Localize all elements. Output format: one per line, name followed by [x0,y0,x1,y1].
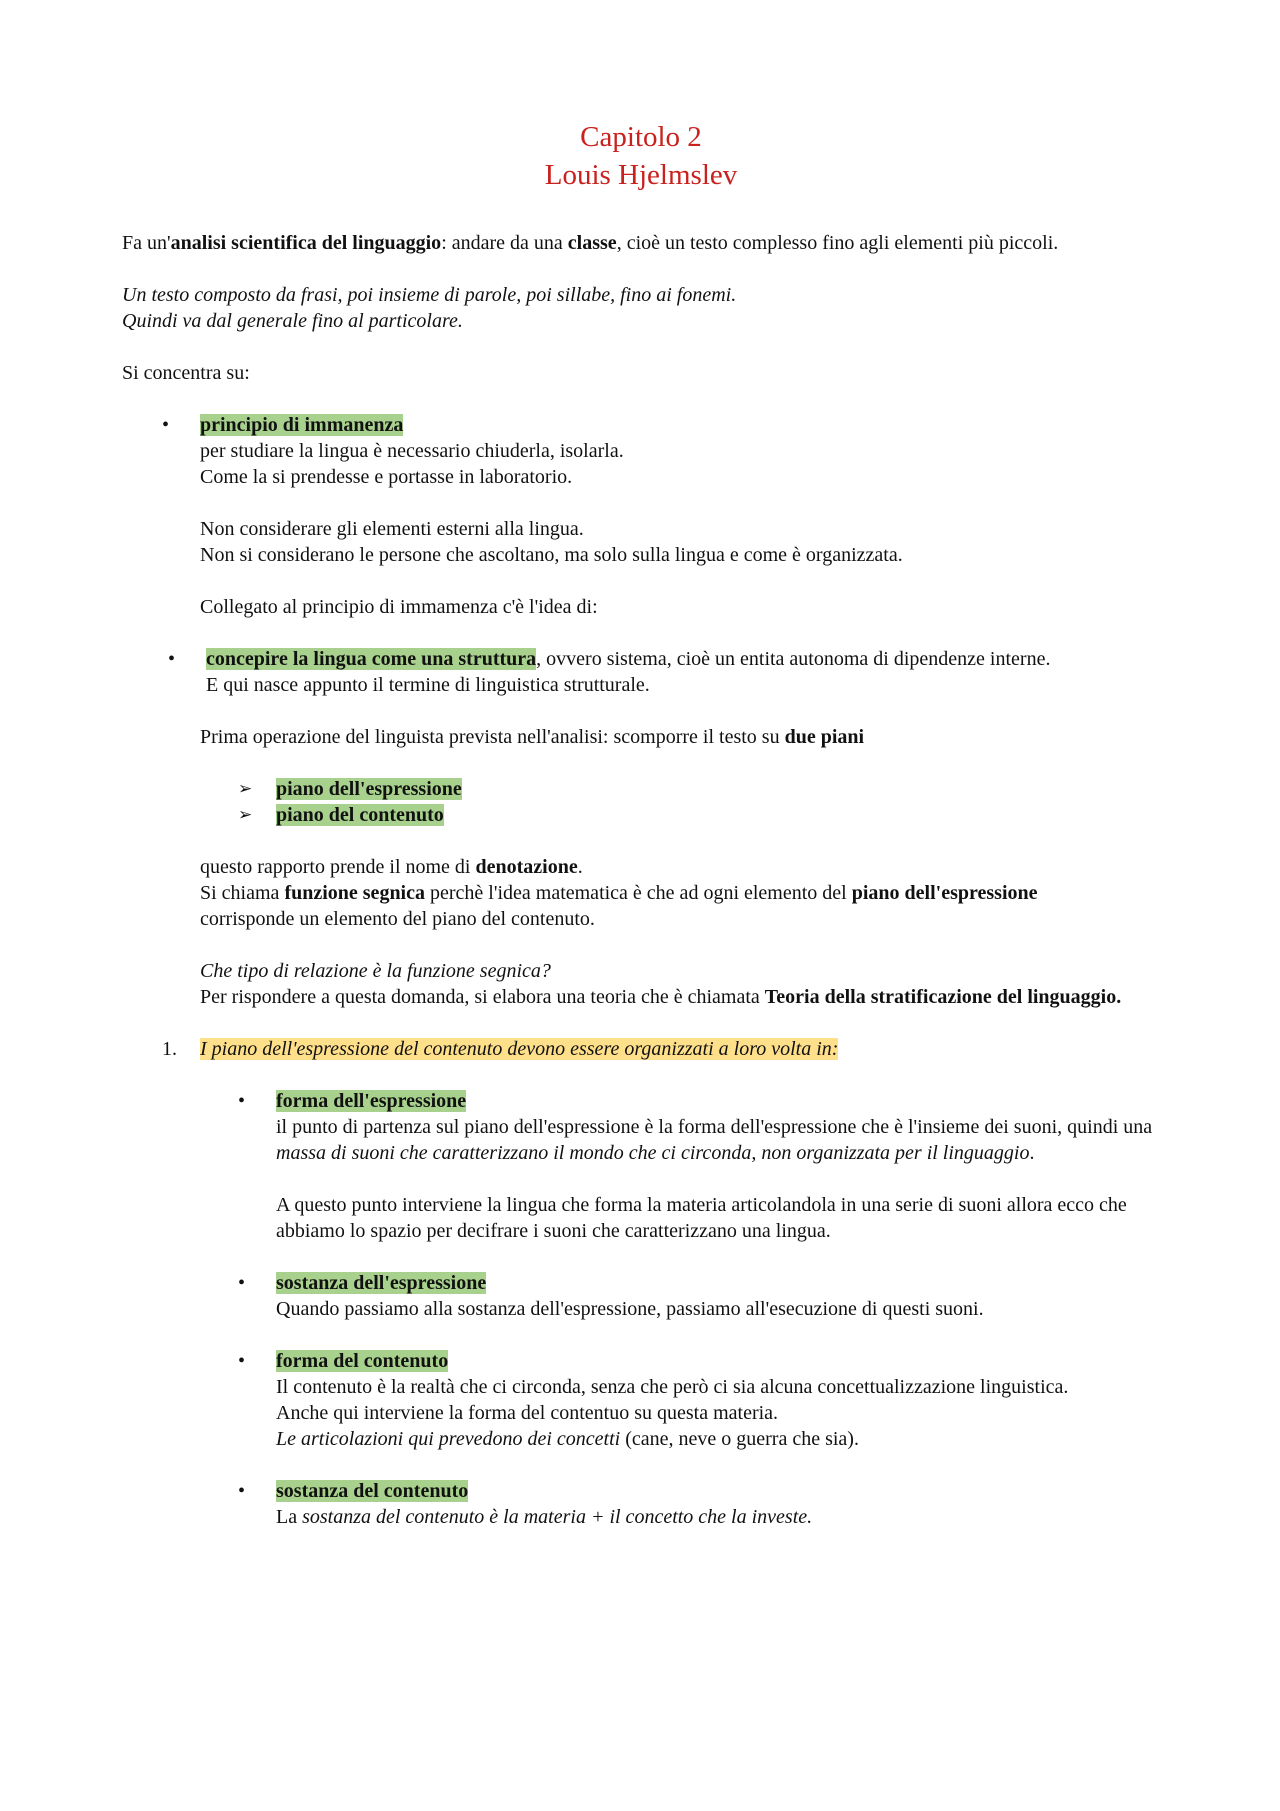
question-paragraph: Che tipo di relazione è la funzione segnica? Per rispondere a questa domanda, si elabora una teoria che è chiamata Teoria della stratificazione del linguaggio. [200,960,1122,1008]
linked-sentence: Collegato al principio di immamenza c'è l'idea di: [200,596,598,618]
list-item-struttura: • concepire la lingua come una struttura, ovvero sistema, cioè un entita autonoma di dipendenze interne. E qui nasce appunto il termine di linguistica strutturale. [168,648,1051,696]
highlight-heading: principio di immanenza [200,414,404,436]
list-item-piano-contenuto: ➢ piano del contenuto [238,804,444,826]
list-item-forma-espressione: • forma dell'espressione il punto di partenza sul piano dell'espressione è la forma dell'espressione che è l'insieme dei suoni, quindi una massa di suoni che caratterizzano il mondo che ci circonda, non organizzata per il linguaggio. A questo punto interviene la lingua che forma la materia articolandola in una serie di suoni allora ecco che abbiamo lo spazio per decifrare i suoni che caratterizzano una lingua. [238,1090,1153,1242]
bullet-marker: • [238,1090,246,1112]
bullet-marker: • [238,1272,246,1294]
chapter-number: Capitolo 2 [580,121,702,153]
italic-example: Un testo composto da frasi, poi insieme di parole, poi sillabe, fino ai fonemi. Quindi va dal generale fino al particolare. [122,284,737,332]
chapter-title [122,118,1160,194]
arrow-bullet-icon: ➢ [238,779,253,798]
bullet-marker: • [238,1480,246,1502]
number-marker: 1. [162,1038,177,1060]
intro-paragraph: Fa un'analisi scientifica del linguaggio: andare da una classe, cioè un testo complesso fino agli elementi più piccoli. [122,232,1059,254]
list-item-sostanza-contenuto: • sostanza del contenuto La sostanza del contenuto è la materia + il concetto che la investe. [238,1480,813,1528]
denotazione-paragraph: questo rapporto prende il nome di denotazione. Si chiama funzione segnica perchè l'idea matematica è che ad ogni elemento del piano dell'espressione corrisponde un elemento del piano del contenuto. [200,856,1038,930]
arrow-bullet-icon: ➢ [238,805,253,824]
list-item-forma-contenuto: • forma del contenuto Il contenuto è la realtà che ci circonda, senza che però ci sia alcuna concettualizzazione linguistica. Anche qui interviene la forma del contentuo su questa materia. Le articolazioni qui prevedono dei concetti (cane, neve o guerra che sia). [238,1350,1069,1450]
list-item-piano-espressione: ➢ piano dell'espressione [238,778,462,800]
bullet-marker: • [162,414,170,436]
focus-label: Si concentra su: [122,362,250,384]
highlight-heading: concepire la lingua come una struttura [206,648,537,670]
list-item-sostanza-espressione: • sostanza dell'espressione Quando passiamo alla sostanza dell'espressione, passiamo all'esecuzione di questi suoni. [238,1272,984,1320]
operation-paragraph: Prima operazione del linguista prevista nell'analisi: scomporre il testo su due piani [200,726,865,748]
list-item-immanenza: • principio di immanenza per studiare la lingua è necessario chiuderla, isolarla. Come la si prendesse e portasse in laboratorio. Non considerare gli elementi esterni alla lingua. Non si considerano le persone che ascoltano, ma solo sulla lingua e come è organizzata. Collegato al principio di immamenza c'è l'idea di: [162,414,903,618]
chapter-subject: Louis Hjelmslev [544,159,738,191]
piani-list [122,776,1160,828]
numbered-item-1: 1. I piano dell'espressione del contenuto devono essere organizzati a loro volta in: [162,1038,839,1060]
bullet-marker: • [238,1350,246,1372]
bullet-marker: • [168,648,176,670]
